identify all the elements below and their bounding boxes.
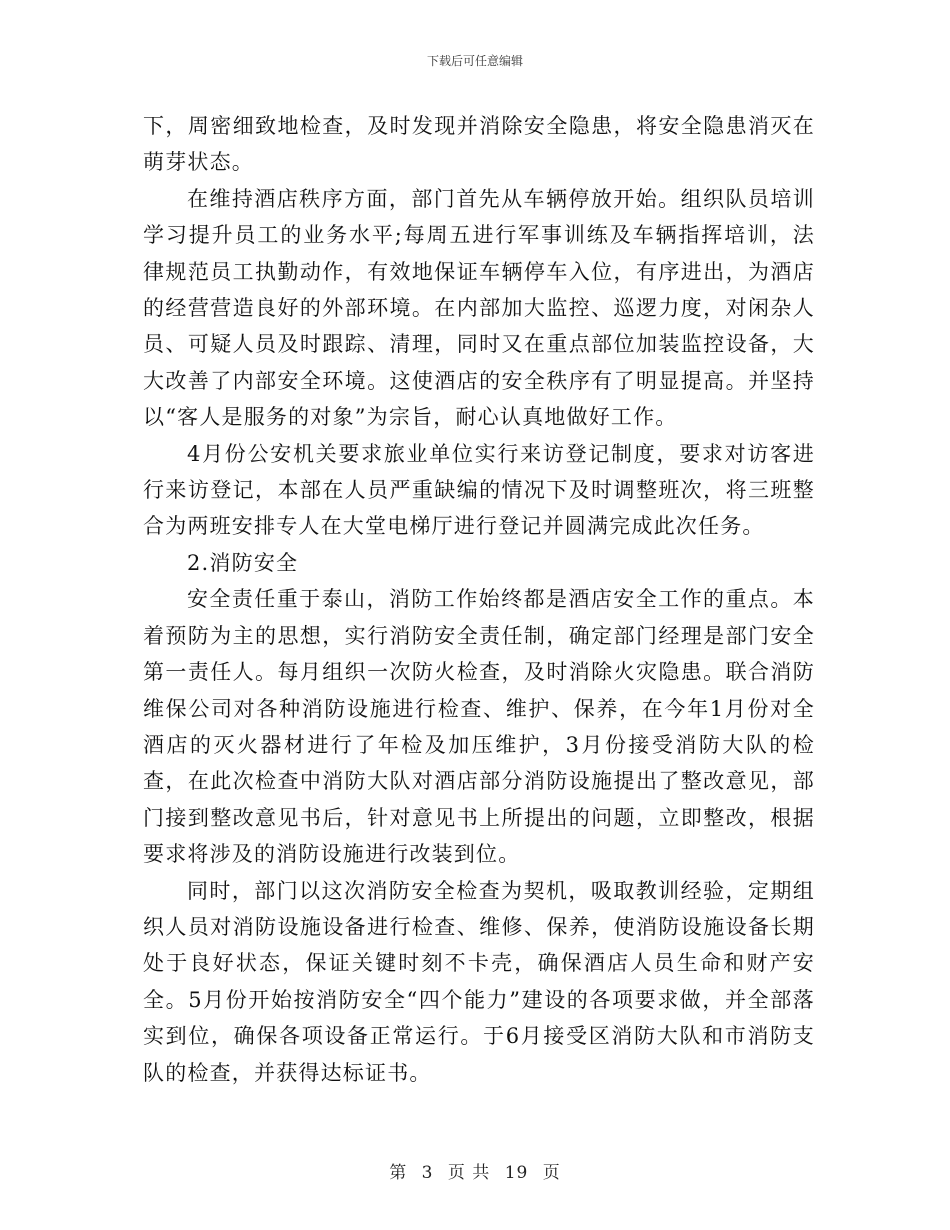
paragraph-hotel-order: 在维持酒店秩序方面，部门首先从车辆停放开始。组织队员培训学习提升员工的业务水平;每周五进行军事训练及车辆指挥培训，法律规范员工执勤动作，有效地保证车辆停车入位，有序进出，为酒店的经营营造良好的外部环境。在内部加大监控、巡逻力度，对闲杂人员、可疑人员及时跟踪、清理，同时又在重点部位加装监控设备，大大改善了内部安全环境。这使酒店的安全秩序有了明显提高。并坚持以“客人是服务的对象”为宗旨，耐心认真地做好工作。 [143, 186, 815, 430]
paragraph-visitor-registration: 4月份公安机关要求旅业单位实行来访登记制度，要求对访客进行来访登记，本部在人员严重缺编的情况下及时调整班次，将三班整合为两班安排专人在大堂电梯厅进行登记并圆满完成此次任务。 [143, 441, 815, 539]
footer-suffix: 页 [542, 1163, 561, 1183]
footer-total-pages: 19 [504, 1163, 529, 1183]
footer-prefix: 第 [389, 1163, 408, 1183]
paragraph-fire-inspection: 同时，部门以这次消防安全检查为契机，吸取教训经验，定期组织人员对消防设施设备进行检查、维修、保养，使消防设施设备长期处于良好状态，保证关键时刻不卡壳，确保酒店人员生命和财产安全。5月份开始按消防安全“四个能力”建设的各项要求做，并全部落实到位，确保各项设备正常运行。于6月接受区消防大队和市消防支队的检查，并获得达标证书。 [143, 878, 815, 1085]
footer-middle: 页 共 [447, 1163, 491, 1183]
footer-page-number: 3 [421, 1163, 434, 1183]
paragraph-continuation: 下，周密细致地检查，及时发现并消除安全隐患，将安全隐患消灭在萌芽状态。 [143, 114, 815, 175]
page-header: 下载后可任意编辑 [426, 54, 523, 68]
paragraph-fire-responsibility: 安全责任重于泰山，消防工作始终都是酒店安全工作的重点。本着预防为主的思想，实行消防安全责任制，确定部门经理是部门安全第一责任人。每月组织一次防火检查，及时消除火灾隐患。联合消防维保公司对各种消防设施进行检查、维护、保养，在今年1月份对全酒店的灭火器材进行了年检及加压维护，3月份接受消防大队的检查，在此次检查中消防大队对酒店部分消防设施提出了整改意见，部门接到整改意见书后，针对意见书上所提出的问题，立即整改，根据要求将涉及的消防设施进行改装到位。 [143, 587, 815, 867]
page-footer [0, 1158, 950, 1183]
document-body [143, 108, 815, 1091]
section-heading-fire-safety: 2.消防安全 [187, 550, 299, 575]
